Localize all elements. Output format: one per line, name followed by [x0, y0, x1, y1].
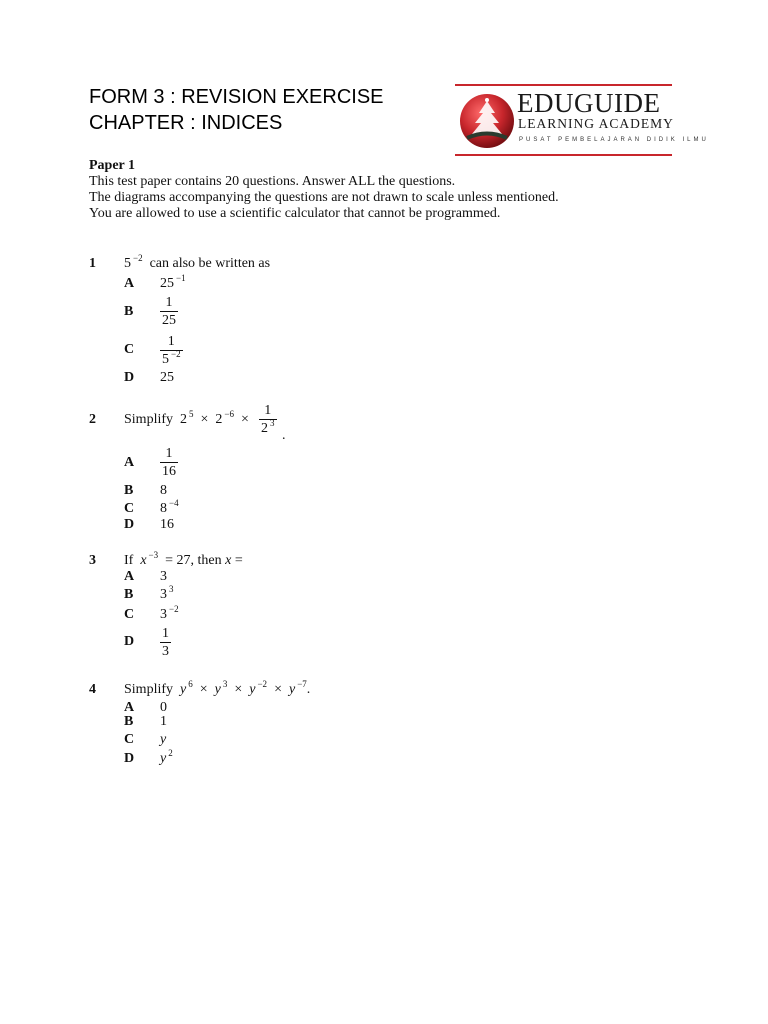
christmas-tree-emblem-icon [457, 91, 517, 151]
fraction: $\frac{1}{5 ^{-2}}$ [162, 334, 181, 367]
option-b: 8 [160, 483, 167, 498]
logo-tagline: PUSAT PEMBELAJARAN DIDIK ILMU [519, 137, 709, 143]
stem-text: can also be written as [149, 256, 271, 271]
option-a: 25 $^{-1}$ [160, 273, 186, 291]
instruction-line-3: You are allowed to use a scientific calculator that cannot be programmed. [89, 206, 501, 221]
option-d: 25 [160, 370, 174, 385]
page-title-line1: FORM 3 : REVISION EXERCISE [89, 86, 384, 108]
stem-fraction: $\frac{1}{2 ^3}$ [261, 403, 275, 436]
question-number: 4 [89, 682, 96, 697]
stem-period: . [282, 428, 286, 443]
stem-base: 5 [124, 256, 131, 271]
stem-exponent: −2 [133, 253, 143, 263]
instruction-line-1: This test paper contains 20 questions. Answer ALL the questions. [89, 174, 456, 189]
option-letter: A [124, 700, 135, 715]
option-letter: D [124, 751, 135, 766]
option-a: 3 [160, 569, 167, 584]
option-c: y [160, 732, 167, 747]
option-letter: C [124, 342, 135, 357]
question-number: 3 [89, 553, 96, 568]
option-letter: A [124, 276, 135, 291]
option-letter: A [124, 455, 135, 470]
option-letter: A [124, 569, 135, 584]
option-d: $\frac{1}{3}$ [162, 626, 169, 659]
instruction-line-2: The diagrams accompanying the questions are not drawn to scale unless mentioned. [89, 190, 559, 205]
logo-subtitle: LEARNING ACADEMY [518, 116, 674, 131]
option-b: 1 [160, 714, 167, 729]
option-c [160, 333, 183, 369]
option-b: 3 $^3$ [160, 584, 174, 602]
question-number: 2 [89, 412, 96, 427]
option-a: 0 [160, 700, 167, 715]
option-letter: C [124, 732, 135, 747]
option-c: 3 $^{-2}$ [160, 604, 179, 622]
option-letter: B [124, 304, 134, 319]
paper-heading: Paper 1 [89, 158, 136, 173]
fraction: $\frac{1}{25}$ [162, 295, 176, 328]
question-stem: If x $^{-3}$ = 27, then x = [124, 550, 243, 568]
question-stem: Simplify 2 $^5$ × 2 $^{-6}$ × [124, 409, 249, 427]
option-letter: B [124, 587, 134, 602]
option-letter: C [124, 501, 135, 516]
option-d: 16 [160, 517, 174, 532]
option-letter: C [124, 607, 135, 622]
option-letter: D [124, 634, 135, 649]
option-letter: B [124, 483, 134, 498]
page-title-line2: CHAPTER : INDICES [89, 112, 283, 134]
eduguide-logo [455, 84, 709, 156]
option-b [160, 294, 178, 329]
option-letter: B [124, 714, 134, 729]
option-d: y $^2$ [160, 748, 173, 766]
option-letter: D [124, 517, 135, 532]
question-stem [124, 253, 271, 272]
question-number: 1 [89, 256, 96, 271]
option-a: $\frac{1}{16}$ [162, 446, 176, 479]
option-c: 8 $^{-4}$ [160, 498, 179, 516]
logo-name: EDUGUIDE [517, 88, 661, 118]
option-letter: D [124, 370, 135, 385]
question-stem: Simplify y $^6$ × y $^3$ × y $^{-2}$ × y $^{-7}$. [124, 679, 311, 697]
